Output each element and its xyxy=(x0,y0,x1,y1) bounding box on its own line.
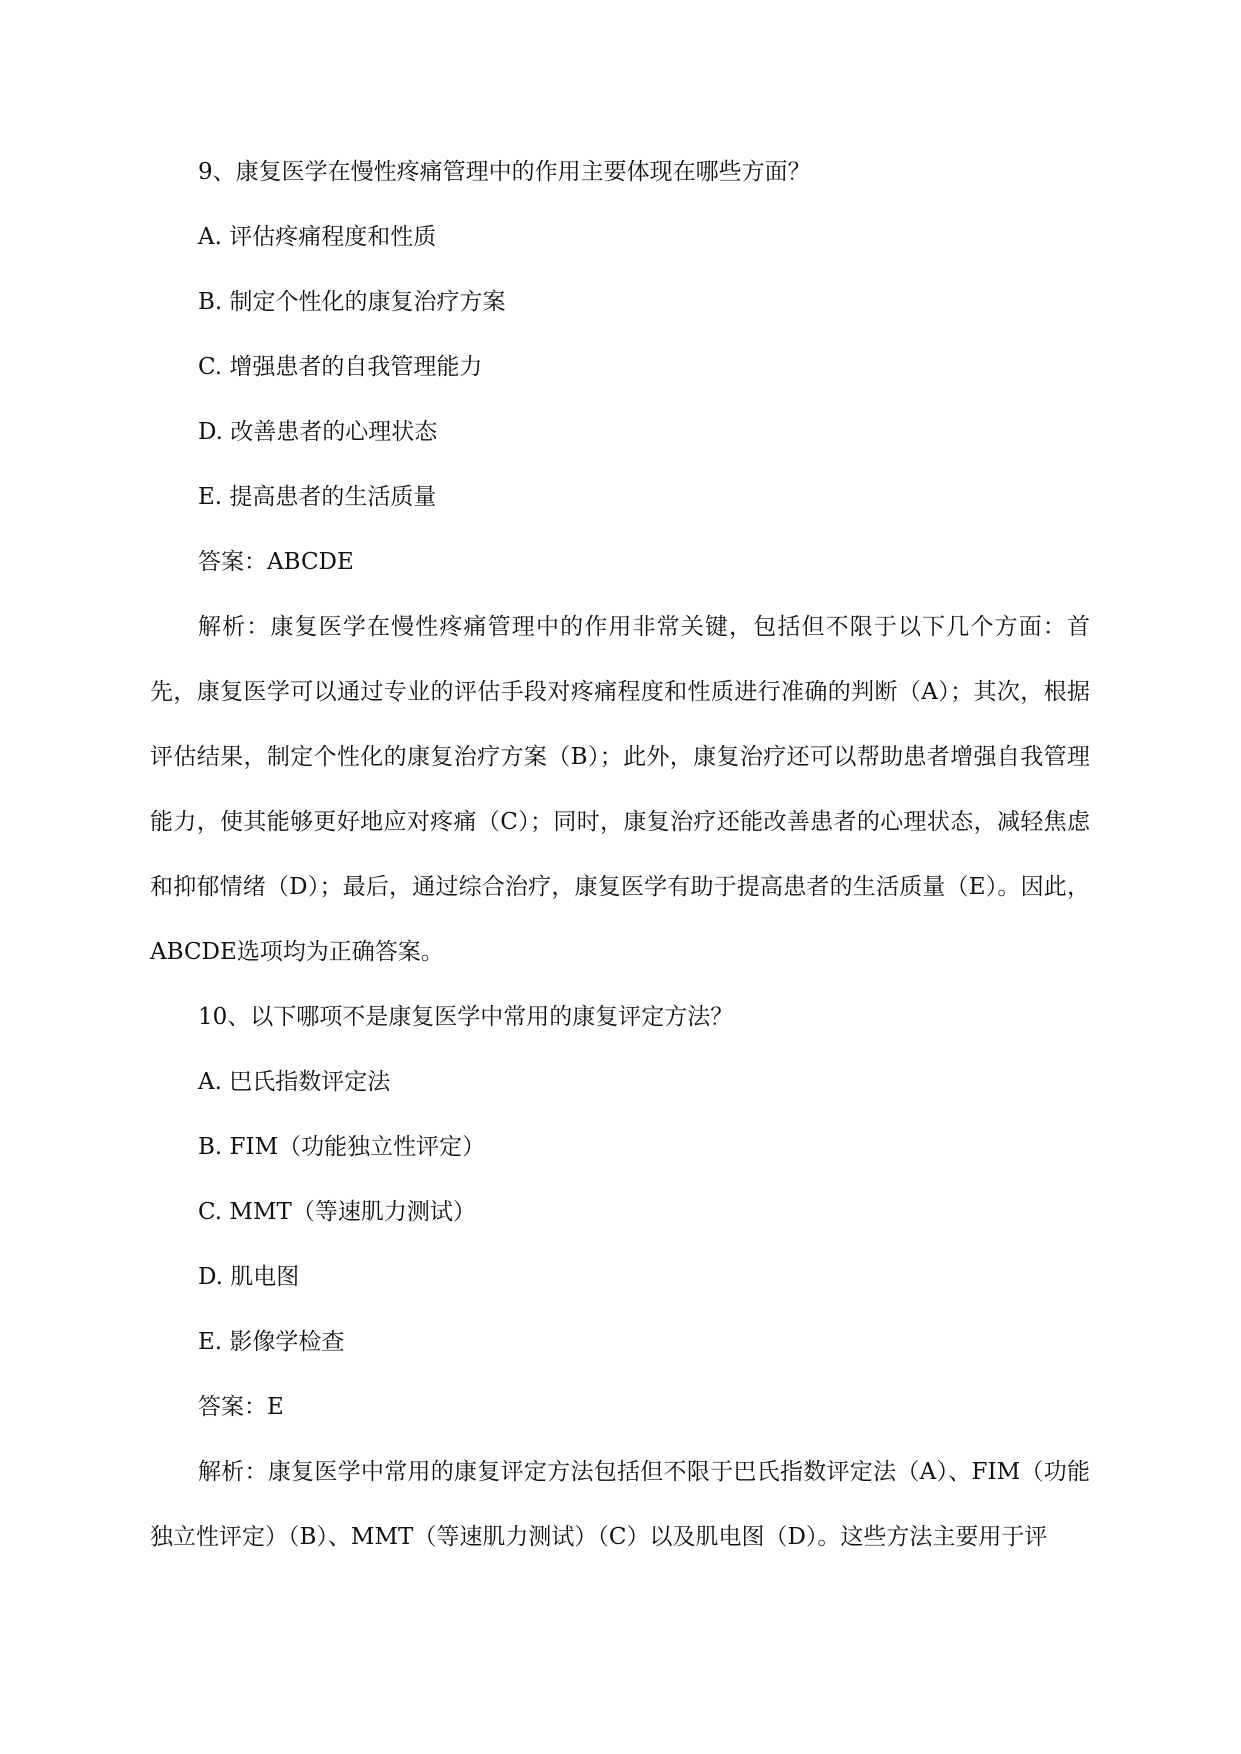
question-10 xyxy=(150,985,1090,1570)
answer-line: 答案：ABCDE xyxy=(198,549,354,575)
option-a: A. 评估疼痛程度和性质 xyxy=(198,224,437,250)
option-e: E. 提高患者的生活质量 xyxy=(198,484,437,510)
page-content xyxy=(150,140,1090,1570)
analysis-paragraph: 解析：康复医学中常用的康复评定方法包括但不限于巴氏指数评定法（A）、FIM（功能独立性评定）（B）、MMT（等速肌力测试）（C）以及肌电图（D）。这些方法主要用于评 xyxy=(150,1459,1090,1550)
answer-line: 答案：E xyxy=(198,1394,284,1420)
question-9 xyxy=(150,140,1090,985)
question-stem: 9、康复医学在慢性疼痛管理中的作用主要体现在哪些方面？ xyxy=(198,159,811,185)
question-stem: 10、以下哪项不是康复医学中常用的康复评定方法？ xyxy=(198,1004,734,1030)
analysis-paragraph: 解析：康复医学在慢性疼痛管理中的作用非常关键，包括但不限于以下几个方面：首先，康复医学可以通过专业的评估手段对疼痛程度和性质进行准确的判断（A）；其次，根据评估结果，制定个性化的康复治疗方案（B）；此外，康复治疗还可以帮助患者增强自我管理能力，使其能够更好地应对疼痛（C）；同时，康复治疗还能改善患者的心理状态，减轻焦虑和抑郁情绪（D）；最后，通过综合治疗，康复医学有助于提高患者的生活质量（E）。因此，ABCDE选项均为正确答案。 xyxy=(150,614,1090,965)
option-b: B. 制定个性化的康复治疗方案 xyxy=(198,289,506,315)
option-c: C. 增强患者的自我管理能力 xyxy=(198,354,483,380)
option-c: C. MMT（等速肌力测试） xyxy=(198,1199,476,1225)
option-e: E. 影像学检查 xyxy=(198,1329,345,1355)
option-a: A. 巴氏指数评定法 xyxy=(198,1069,391,1095)
option-d: D. 改善患者的心理状态 xyxy=(198,419,438,445)
option-b: B. FIM（功能独立性评定） xyxy=(198,1134,486,1160)
option-d: D. 肌电图 xyxy=(198,1264,300,1290)
